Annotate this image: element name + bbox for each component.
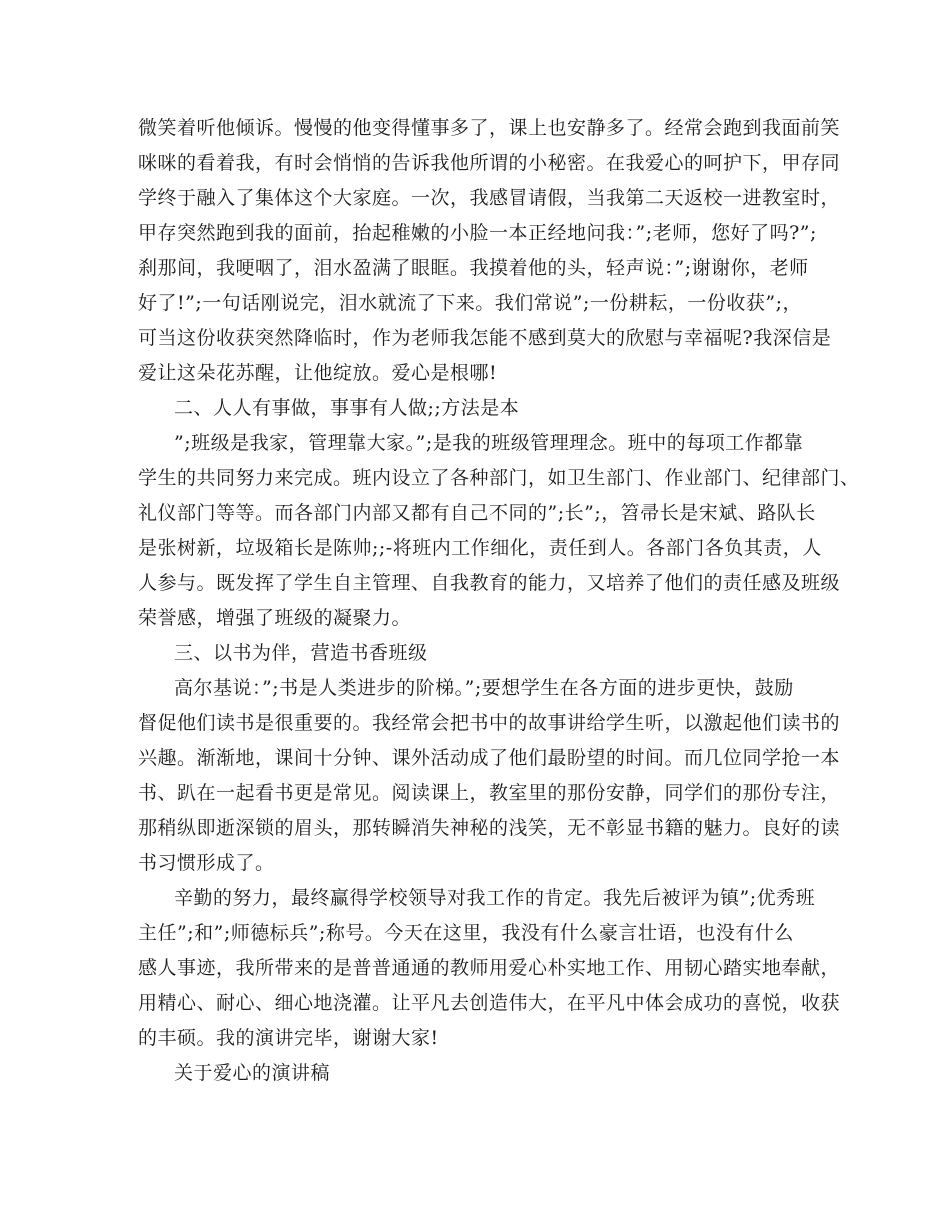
text-line: 学终于融入了集体这个大家庭。一次，我感冒请假，当我第二天返校一进教室时， [138,187,841,209]
text-line: 人参与。既发挥了学生自主管理、自我教育的能力，又培养了他们的责任感及班级 [138,572,841,594]
text-line: 二、人人有事做，事事有人做;;方法是本 [174,397,520,419]
text-line: 那稍纵即逝深锁的眉头，那转瞬消失神秘的浅笑，无不彰显书籍的魅力。良好的读 [138,817,841,839]
text-line: 好了!”;一句话刚说完，泪水就流了下来。我们常说”;一份耕耘，一份收获”;， [138,292,802,314]
text-line: 爱让这朵花苏醒，让他绽放。爱心是根哪! [138,362,498,384]
document-body [138,111,860,1091]
text-line: 感人事迹，我所带来的是普普通通的教师用爱心朴实地工作、用韧心踏实地奉献， [138,957,841,979]
text-line: 关于爱心的演讲稿 [174,1062,331,1084]
text-line: 的丰硕。我的演讲完毕，谢谢大家! [138,1027,439,1049]
text-line: 书、趴在一起看书更是常见。阅读课上，教室里的那份安静，同学们的那份专注， [138,782,841,804]
text-line: 是张树新，垃圾箱长是陈帅;;-将班内工作细化，责任到人。各部门各负其责，人 [138,537,822,559]
text-line: 荣誉感，增强了班级的凝聚力。 [138,607,412,629]
text-line: 三、以书为伴，营造书香班级 [174,642,428,664]
text-line: 兴趣。渐渐地，课间十分钟、课外活动成了他们最盼望的时间。而几位同学抢一本 [138,747,841,769]
text-line: 可当这份收获突然降临时，作为老师我怎能不感到莫大的欣慰与幸福呢?我深信是 [138,327,832,349]
text-line: 督促他们读书是很重要的。我经常会把书中的故事讲给学生听，以激起他们读书的 [138,712,841,734]
text-line: 学生的共同努力来完成。班内设立了各种部门，如卫生部门、作业部门、纪律部门、 [138,467,860,489]
text-line: 主任”;和”;师德标兵”;称号。今天在这里，我没有什么豪言壮语，也没有什么 [138,922,794,944]
text-line: 辛勤的努力，最终赢得学校领导对我工作的肯定。我先后被评为镇”;优秀班 [174,887,816,909]
text-line: 微笑着听他倾诉。慢慢的他变得懂事多了，课上也安静多了。经常会跑到我面前笑 [138,117,841,139]
text-line: 咪咪的看着我，有时会悄悄的告诉我他所谓的小秘密。在我爱心的呵护下，甲存同 [138,152,841,174]
text-line: 礼仪部门等等。而各部门内部又都有自己不同的”;长”;，笤帚长是宋斌、路队长 [138,502,816,524]
text-line: 刹那间，我哽咽了，泪水盈满了眼眶。我摸着他的头，轻声说：”;谢谢你，老师 [138,257,809,279]
text-line: 高尔基说：”;书是人类进步的阶梯。”;要想学生在各方面的进步更快，鼓励 [174,677,794,699]
text-line: 甲存突然跑到我的面前，抬起稚嫩的小脸一本正经地问我：”;老师，您好了吗?”; [138,222,817,244]
text-line: 用精心、耐心、细心地浇灌。让平凡去创造伟大，在平凡中体会成功的喜悦，收获 [138,992,841,1014]
text-line: ”;班级是我家，管理靠大家。”;是我的班级管理理念。班中的每项工作都靠 [174,432,804,454]
text-line: 书习惯形成了。 [138,852,275,874]
